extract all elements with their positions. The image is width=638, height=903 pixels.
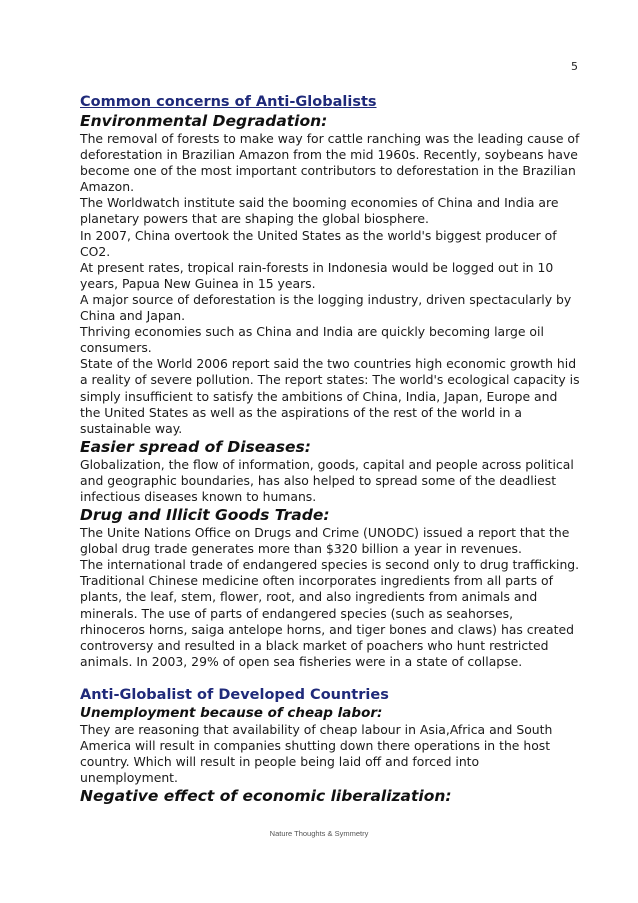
env-paragraph-1: The removal of forests to make way for cattle ranching was the leading cause of deforestation in Brazilian Amazon from the mid 1960s. Recently, soybeans have become one of the most important contributors to deforestation in the Brazilian Amazon. bbox=[80, 131, 580, 195]
heading-unemployment-cheap-labor: Unemployment because of cheap labor: bbox=[80, 704, 383, 721]
section-title-developed-countries: Anti-Globalist of Developed Countries bbox=[80, 686, 389, 703]
env-paragraph-2: The Worldwatch institute said the booming economies of China and India are planetary powers that are shaping the global biosphere. bbox=[80, 195, 559, 227]
env-paragraph-6: Thriving economies such as China and India are quickly becoming large oil consumers. bbox=[80, 324, 544, 356]
page-content bbox=[80, 93, 580, 806]
env-paragraph-3: In 2007, China overtook the United States as the world's biggest producer of CO2. bbox=[80, 227, 557, 259]
heading-drug-illicit-goods-trade: Drug and Illicit Goods Trade: bbox=[80, 506, 330, 525]
drug-paragraph-1: The Unite Nations Office on Drugs and Crime (UNODC) issued a report that the global drug trade generates more than $320 billion a year in revenues. bbox=[80, 525, 570, 557]
drug-paragraph-2: The international trade of endangered species is second only to drug trafficking. Traditional Chinese medicine often incorporates ingredients from all parts of plants, the leaf, stem, flower, root, and also ingredients from animals and minerals. The use of parts of endangered species (such as seahorses, rhinoceros horns, saiga antelope horns, and tiger bones and claws) has created controversy and resulted in a black market of poachers who hunt restricted animals. In 2003, 29% of open sea fisheries were in a state of collapse. bbox=[80, 557, 580, 669]
page-number: 5 bbox=[571, 60, 578, 73]
disease-paragraph: Globalization, the flow of information, goods, capital and people across political and geographic boundaries, has also helped to spread some of the deadliest infectious diseases known to humans. bbox=[80, 456, 574, 504]
unemployment-paragraph: They are reasoning that availability of cheap labour in Asia,Africa and South America will result in companies shutting down there operations in the host country. Which will result in people being laid off and forced into unemployment. bbox=[80, 721, 553, 786]
page-footer: Nature Thoughts & Symmetry bbox=[269, 829, 369, 838]
section-spacer bbox=[80, 670, 580, 686]
heading-negative-effect-liberalization: Negative effect of economic liberalization: bbox=[80, 787, 452, 806]
heading-easier-spread-of-diseases: Easier spread of Diseases: bbox=[80, 437, 311, 456]
env-paragraph-7: State of the World 2006 report said the two countries high economic growth hid a reality of severe pollution. The report states: The world's ecological capacity is simply insufficient to satisfy the ambitions of China, India, Japan, Europe and the United States as well as the aspirations of the rest of the world in a sustainable way. bbox=[80, 356, 580, 436]
env-paragraph-4: At present rates, tropical rain-forests in Indonesia would be logged out in 10 years, Papua New Guinea in 15 years. bbox=[80, 259, 554, 291]
env-paragraph-5: A major source of deforestation is the logging industry, driven spectacularly by China and Japan. bbox=[80, 291, 572, 324]
heading-environmental-degradation: Environmental Degradation: bbox=[80, 112, 328, 130]
section-title-common-concerns: Common concerns of Anti-Globalists bbox=[80, 94, 377, 110]
